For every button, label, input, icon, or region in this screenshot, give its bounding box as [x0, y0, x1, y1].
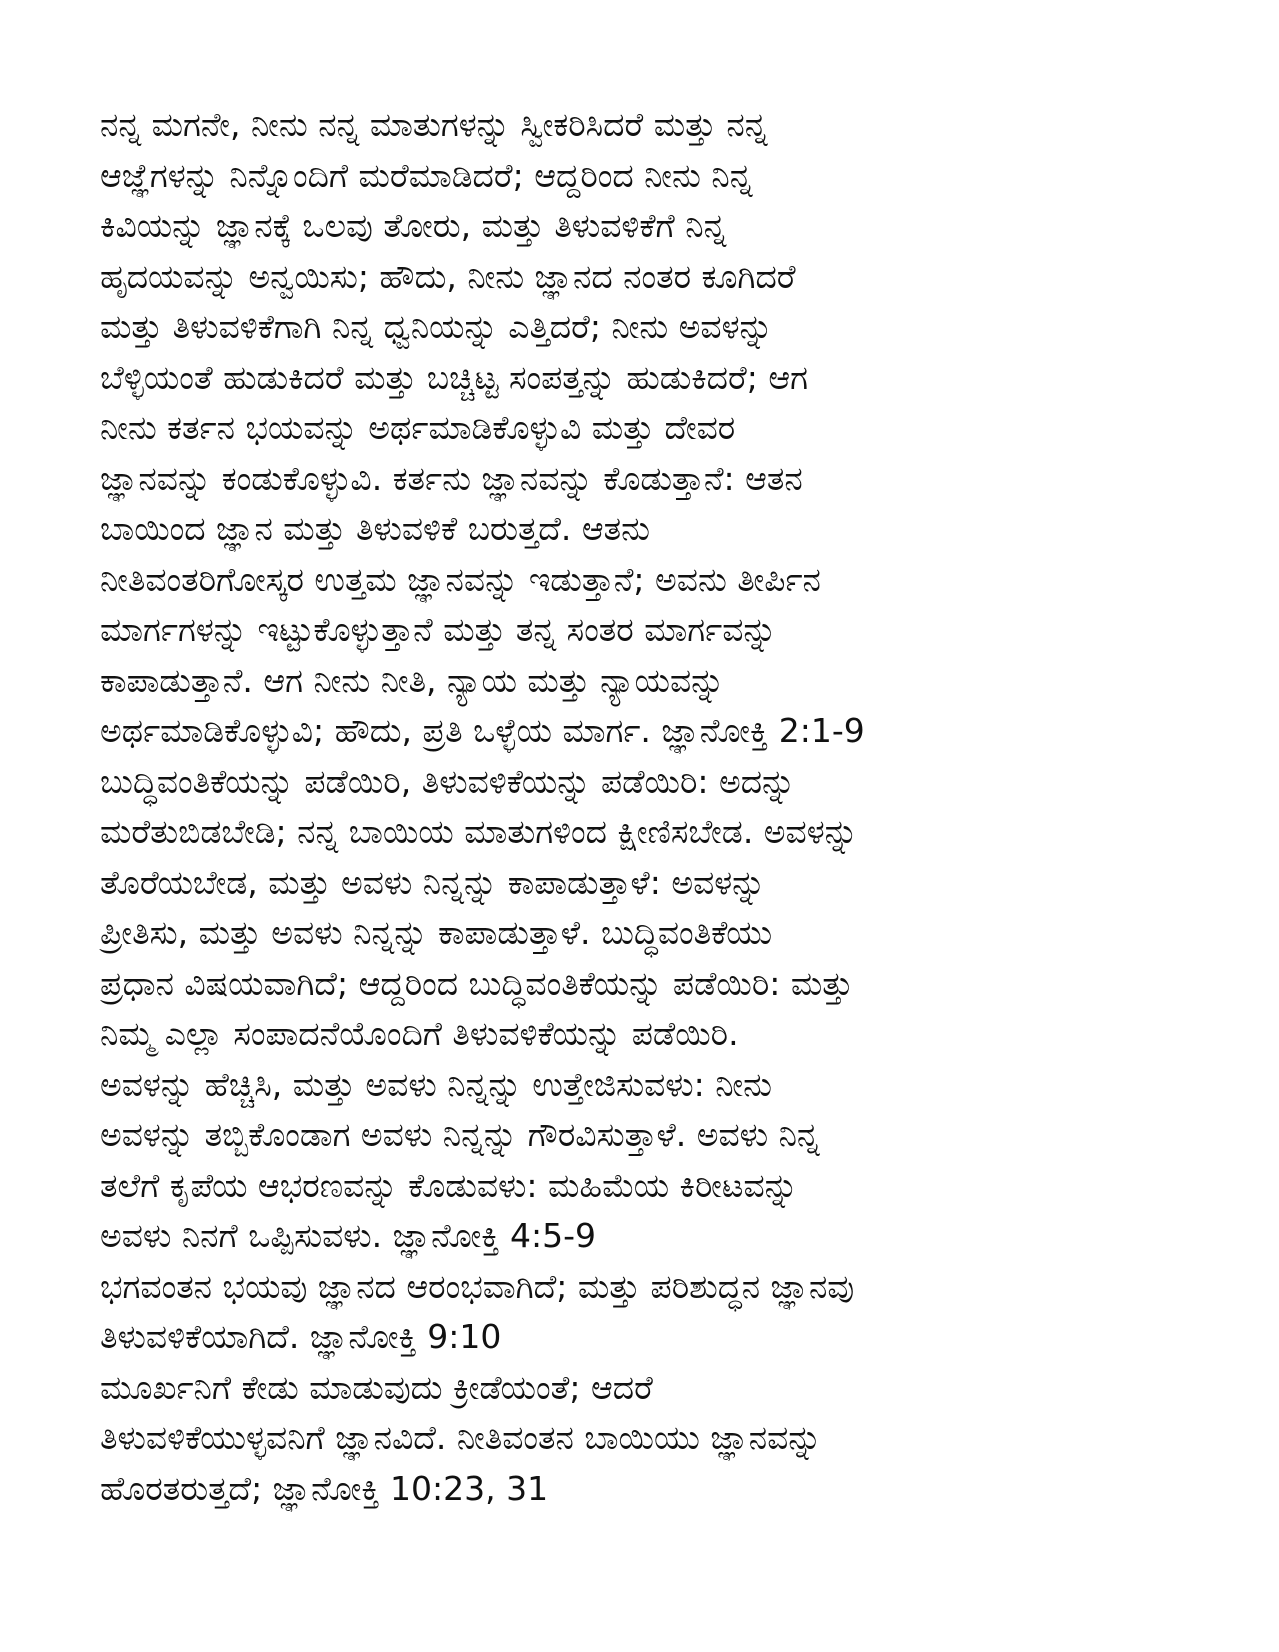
text-line: ಹೃದಯವನ್ನು ಅನ್ವಯಿಸು; ಹೌದು, ನೀನು ಜ್ಞಾನದ ನಂತರ ಕೂಗಿದರೆ [100, 256, 796, 296]
text-line: ಮಾರ್ಗಗಳನ್ನು ಇಟ್ಟುಕೊಳ್ಳುತ್ತಾನೆ ಮತ್ತು ತನ್ನ ಸಂತರ ಮಾರ್ಗವನ್ನು [100, 610, 777, 649]
text-line: ತಿಳುವಳಿಕೆಯಾಗಿದೆ. ಜ್ಞಾನೋಕ್ತಿ 9:10 [100, 1317, 502, 1356]
text-line: ಹೊರತರುತ್ತದೆ; ಜ್ಞಾನೋಕ್ತಿ 10:23, 31 [100, 1468, 549, 1508]
text-line: ಪ್ರೀತಿಸು, ಮತ್ತು ಅವಳು ನಿನ್ನನ್ನು ಕಾಪಾಡುತ್ತಾಳೆ. ಬುದ್ಧಿವಂತಿಕೆಯು [100, 913, 773, 952]
text-line: ನಿಮ್ಮ ಎಲ್ಲಾ ಸಂಪಾದನೆಯೊಂದಿಗೆ ತಿಳುವಳಿಕೆಯನ್ನು ಪಡೆಯಿರಿ. [100, 1014, 739, 1053]
text-line: ಜ್ಞಾನವನ್ನು ಕಂಡುಕೊಳ್ಳುವಿ. ಕರ್ತನು ಜ್ಞಾನವನ್ನು ಕೊಡುತ್ತಾನೆ: ಆತನ [100, 458, 803, 498]
text-line: ಮತ್ತು ತಿಳುವಳಿಕೆಗಾಗಿ ನಿನ್ನ ಧ್ವನಿಯನ್ನು ಎತ್ತಿದರೆ; ನೀನು ಅವಳನ್ನು [100, 307, 773, 346]
text-line: ಅರ್ಥಮಾಡಿಕೊಳ್ಳುವಿ; ಹೌದು, ಪ್ರತಿ ಒಳ್ಳೆಯ ಮಾರ್ಗ. ಜ್ಞಾನೋಕ್ತಿ 2:1-9 [100, 711, 865, 750]
text-line: ಕಿವಿಯನ್ನು ಜ್ಞಾನಕ್ಕೆ ಒಲವು ತೋರು, ಮತ್ತು ತಿಳುವಳಿಕೆಗೆ ನಿನ್ನ [100, 206, 727, 245]
text-line: ಕಾಪಾಡುತ್ತಾನೆ. ಆಗ ನೀನು ನೀತಿ, ನ್ಯಾಯ ಮತ್ತು ನ್ಯಾಯವನ್ನು [100, 660, 725, 700]
text-line: ನೀತಿವಂತರಿಗೋಸ್ಕರ ಉತ್ತಮ ಜ್ಞಾನವನ್ನು ಇಡುತ್ತಾನೆ; ಅವನು ತೀರ್ಪಿನ [100, 559, 821, 599]
text-line: ಮೂರ್ಖನಿಗೆ ಕೇಡು ಮಾಡುವುದು ಕ್ರೀಡೆಯಂತೆ; ಆದರೆ [100, 1367, 653, 1407]
text-line: ಬುದ್ಧಿವಂತಿಕೆಯನ್ನು ಪಡೆಯಿರಿ, ತಿಳುವಳಿಕೆಯನ್ನು ಪಡೆಯಿರಿ: ಅದನ್ನು [100, 761, 796, 801]
text-line: ಅವಳು ನಿನಗೆ ಒಪ್ಪಿಸುವಳು. ಜ್ಞಾನೋಕ್ತಿ 4:5-9 [100, 1216, 597, 1255]
text-line: ಅವಳನ್ನು ತಬ್ಬಿಕೊಂಡಾಗ ಅವಳು ನಿನ್ನನ್ನು ಗೌರವಿಸುತ್ತಾಳೆ. ಅವಳು ನಿನ್ನ [100, 1115, 820, 1154]
body-text [100, 100, 1180, 1514]
text-line: ನನ್ನ ಮಗನೇ, ನೀನು ನನ್ನ ಮಾತುಗಳನ್ನು ಸ್ವೀಕರಿಸಿದರೆ ಮತ್ತು ನನ್ನ [100, 105, 768, 144]
text-line: ಪ್ರಧಾನ ವಿಷಯವಾಗಿದೆ; ಆದ್ದರಿಂದ ಬುದ್ಧಿವಂತಿಕೆಯನ್ನು ಪಡೆಯಿರಿ: ಮತ್ತು [100, 963, 854, 1003]
text-line: ತಲೆಗೆ ಕೃಪೆಯ ಆಭರಣವನ್ನು ಕೊಡುವಳು: ಮಹಿಮೆಯ ಕಿರೀಟವನ್ನು [100, 1165, 798, 1205]
text-line: ಬೆಳ್ಳಿಯಂತೆ ಹುಡುಕಿದರೆ ಮತ್ತು ಬಚ್ಚಿಟ್ಟ ಸಂಪತ್ತನ್ನು ಹುಡುಕಿದರೆ; ಆಗ [100, 357, 808, 397]
text-line: ಅವಳನ್ನು ಹೆಚ್ಚಿಸಿ, ಮತ್ತು ಅವಳು ನಿನ್ನನ್ನು ಉತ್ತೇಜಿಸುವಳು: ನೀನು [100, 1064, 772, 1104]
text-line: ಬಾಯಿಂದ ಜ್ಞಾನ ಮತ್ತು ತಿಳುವಳಿಕೆ ಬರುತ್ತದೆ. ಆತನು [100, 509, 651, 548]
text-line: ಭಗವಂತನ ಭಯವು ಜ್ಞಾನದ ಆರಂಭವಾಗಿದೆ; ಮತ್ತು ಪರಿಶುದ್ಧನ ಜ್ಞಾನವು [100, 1266, 855, 1306]
text-line: ನೀನು ಕರ್ತನ ಭಯವನ್ನು ಅರ್ಥಮಾಡಿಕೊಳ್ಳುವಿ ಮತ್ತು ದೇವರ [100, 408, 736, 447]
text-line: ತೊರೆಯಬೇಡ, ಮತ್ತು ಅವಳು ನಿನ್ನನ್ನು ಕಾಪಾಡುತ್ತಾಳೆ: ಅವಳನ್ನು [100, 862, 766, 902]
text-line: ತಿಳುವಳಿಕೆಯುಳ್ಳವನಿಗೆ ಜ್ಞಾನವಿದೆ. ನೀತಿವಂತನ ಬಾಯಿಯು ಜ್ಞಾನವನ್ನು [100, 1418, 822, 1457]
text-line: ಆಜ್ಞೆಗಳನ್ನು ನಿನ್ನೊಂದಿಗೆ ಮರೆಮಾಡಿದರೆ; ಆದ್ದರಿಂದ ನೀನು ನಿನ್ನ [100, 155, 753, 195]
text-line: ಮರೆತುಬಿಡಬೇಡಿ; ನನ್ನ ಬಾಯಿಯ ಮಾತುಗಳಿಂದ ಕ್ಷೀಣಿಸಬೇಡ. ಅವಳನ್ನು [100, 812, 858, 851]
